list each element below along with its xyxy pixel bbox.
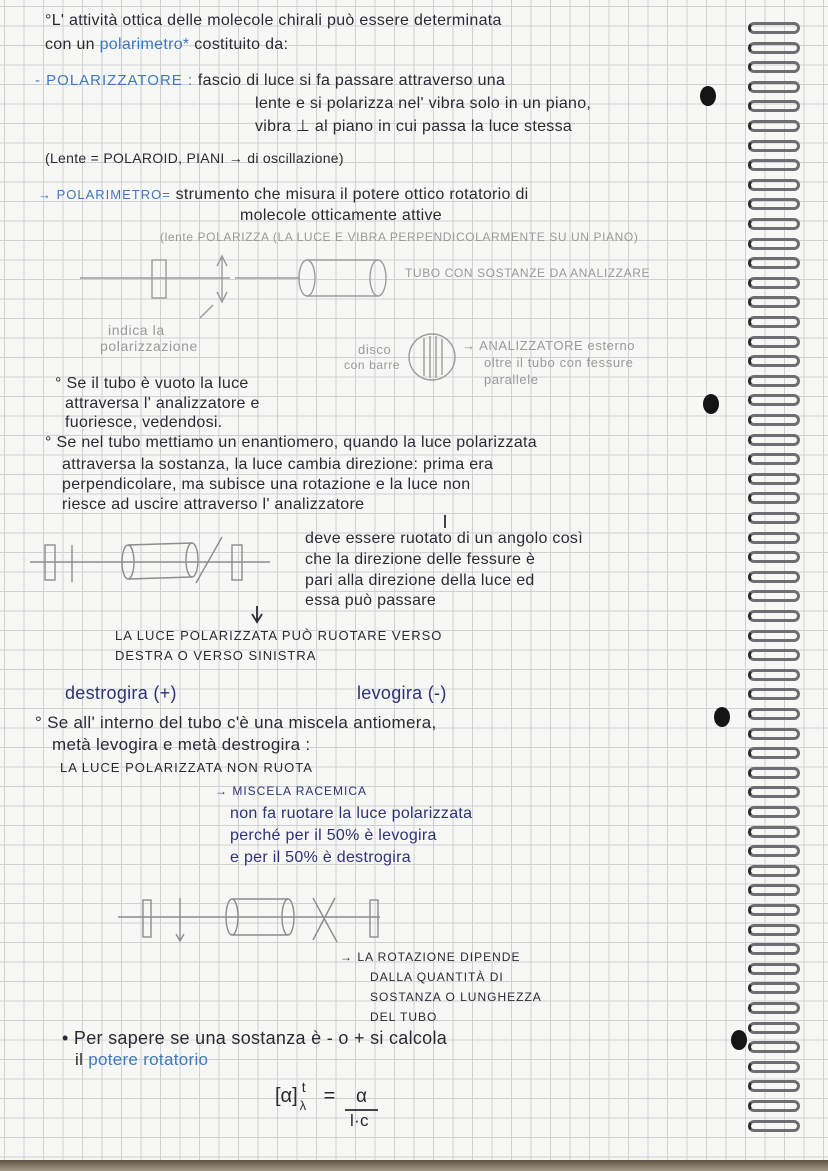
text-line: attraversa l' analizzatore e (65, 395, 260, 412)
diagram-label: polarizzazione (100, 338, 198, 354)
text-line: (Lente = POLAROID, PIANI → di oscillazione) (45, 150, 344, 166)
heading-polarizzatore: - POLARIZZATORE : (35, 72, 194, 89)
text-line: deve essere ruotato di un angolo così (305, 530, 583, 547)
text-line: LA LUCE POLARIZZATA NON RUOTA (60, 760, 313, 775)
text-line: metà levogira e metà destrogira : (52, 735, 311, 754)
text: fascio di luce si fa passare attraverso una (197, 72, 506, 89)
text-line: attraversa la sostanza, la luce cambia direzione: prima era (62, 456, 494, 473)
text-line (75, 1050, 208, 1070)
polarimeter-diagram-3 (118, 898, 380, 942)
text-line: °L' attività ottica delle molecole chirali può essere determinata (45, 12, 502, 29)
specific-rotation-formula (275, 1079, 336, 1113)
heading-polarimetro: → POLARIMETRO= (38, 187, 171, 202)
formula-lhs: [α] (275, 1085, 298, 1107)
diagram-label: con barre (344, 358, 401, 372)
formula-denominator: l·c (350, 1111, 369, 1130)
text: con un (45, 36, 95, 53)
text-line: lente e si polarizza nel' vibra solo in un piano, (255, 95, 592, 112)
formula-numerator: α (356, 1086, 368, 1107)
text-line: essa può passare (305, 592, 437, 609)
formula-superscript: t (301, 1079, 306, 1095)
text-line: LA LUCE POLARIZZATA PUÒ RUOTARE VERSO (115, 628, 443, 643)
formula-equals: = (323, 1085, 336, 1107)
text-line: molecole otticamente attive (240, 207, 442, 224)
text-line: DEL TUBO (370, 1010, 438, 1024)
text-line: ° Se il tubo è vuoto la luce (55, 375, 249, 392)
text-line: fuoriesce, vedendosi. (65, 414, 223, 431)
text-line: → MISCELA RACEMICA (215, 784, 368, 798)
diagram-label: indica la (108, 322, 165, 338)
formula-subscript: λ (299, 1098, 307, 1113)
text-line: DESTRA O VERSO SINISTRA (115, 648, 317, 663)
text: costituito da: (194, 36, 289, 53)
text-line: che la direzione delle fessure è (305, 551, 536, 568)
diagram-label: parallele (484, 372, 539, 387)
pencil-note: (lente POLARIZZA (LA LUCE E VIBRA PERPENDICOLARMENTE SU UN PIANO) (160, 230, 639, 244)
diagram-label: disco (358, 342, 392, 357)
text-line: riesce ad uscire attraverso l' analizzatore (62, 496, 365, 513)
text-line: → LA ROTAZIONE DIPENDE (340, 950, 521, 964)
text-line (38, 186, 529, 204)
text-line: ° Se all' interno del tubo c'è una miscela antiomera, (35, 713, 437, 732)
text-line (45, 36, 288, 54)
destrogira-label: destrogira (+) (65, 683, 177, 703)
text-line: non fa ruotare la luce polarizzata (230, 805, 473, 822)
highlight-term: potere rotatorio (88, 1050, 209, 1069)
text-line: perpendicolare, ma subisce una rotazione e la luce non (62, 476, 471, 493)
polarimeter-diagram-2 (30, 537, 270, 583)
text-line: e per il 50% è destrogira (230, 849, 411, 866)
highlight-term: polarimetro* (99, 36, 190, 53)
text-line: DALLA QUANTITÀ DI (370, 970, 504, 984)
text-line: ° Se nel tubo mettiamo un enantiomero, quando la luce polarizzata (45, 434, 537, 451)
text-line: perché per il 50% è levogira (230, 827, 437, 844)
text: strumento che misura il potere ottico rotatorio di (175, 186, 529, 203)
diagram-label: oltre il tubo con fessure (484, 355, 634, 370)
text-line (35, 72, 505, 90)
diagram-label: → ANALIZZATORE esterno (462, 338, 636, 353)
diagram-label: TUBO CON SOSTANZE DA ANALIZZARE (405, 266, 651, 280)
text: il (75, 1050, 84, 1069)
text-line: vibra ⊥ al piano in cui passa la luce stessa (255, 118, 573, 135)
text-line: pari alla direzione della luce ed (305, 572, 535, 589)
text-line: • Per sapere se una sostanza è - o + si calcola (62, 1028, 448, 1048)
text-line: SOSTANZA O LUNGHEZZA (370, 990, 542, 1004)
levogira-label: levogira (-) (357, 683, 447, 703)
